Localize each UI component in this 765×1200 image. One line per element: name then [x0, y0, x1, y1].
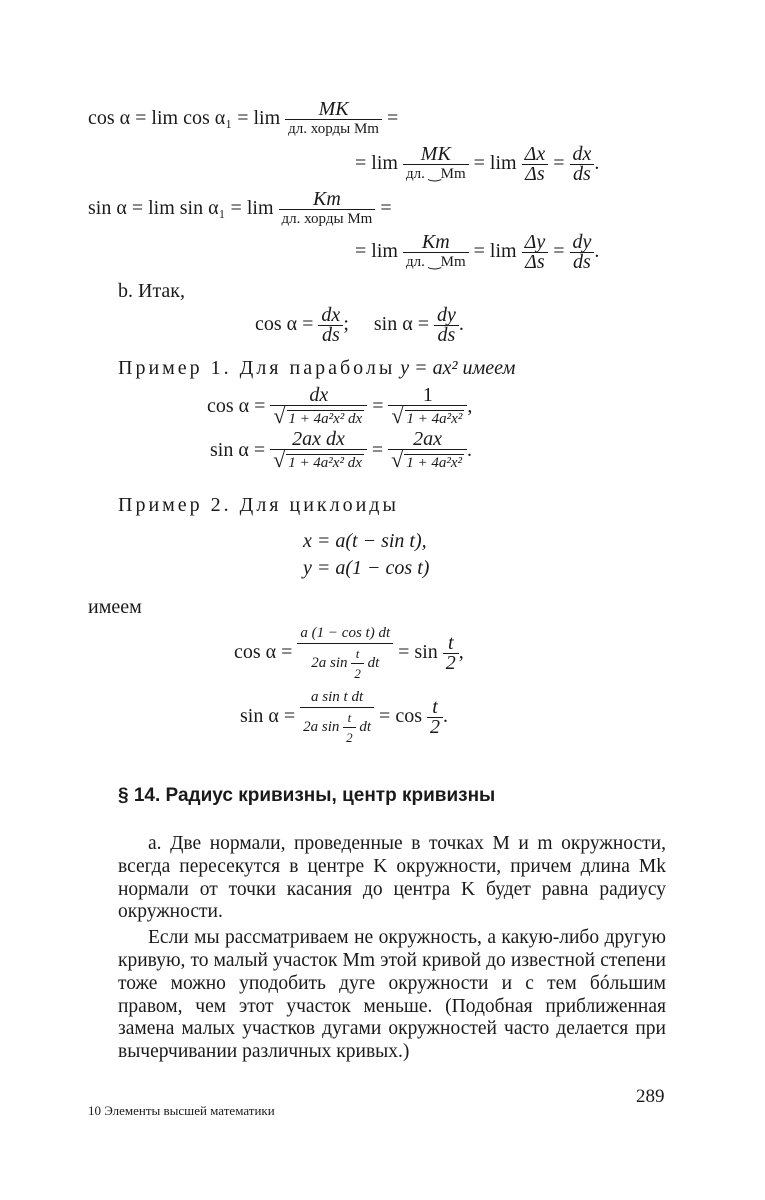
example-2-heading: Пример 2. Для циклоиды: [118, 494, 399, 516]
example-1-cos: cos α = $\frac{dx}{\text{√ 1 + 4a²x² dx}}$ = $\frac{1}{\text{√ 1 + 4a²x²}}$ ,: [207, 384, 473, 428]
section-title: § 14. Радиус кривизны, центр кривизны: [118, 785, 496, 806]
page-number: 289: [636, 1086, 665, 1107]
imeem-label: имеем: [88, 596, 142, 618]
formula-cos-limit: cos α = lim cos α₁ = lim $\frac{MK}{\text{дл. хорды Mm}}$ =: [88, 98, 399, 137]
example-1-heading: Пример 1. Для параболы y = ax² имеем: [118, 357, 516, 379]
formula-sin-limit-2: = lim $\frac{Km}{дл. ‿Mm}$ = lim $\frac{\Delta y}{\Delta s}$ = $\frac{dy}{ds}$ .: [355, 231, 600, 273]
cycloid-x: x = a(t − sin t),: [303, 530, 427, 552]
cycloid-sin: sin α = a sin t dt 2a sin $\frac{t}{2}$ dt = cos $\frac{t}{2}$ .: [240, 689, 448, 745]
body-text: [118, 833, 666, 1064]
example-1-sin: sin α = $\frac{\text{2ax dx}}{\text{√ 1 + 4a²x² dx}}$ = $\frac{2ax}{\text{√ 1 + 4a²x²}}$ .: [210, 428, 473, 472]
formula-summary: cos α = $\frac{dx}{ds}$ ; sin α = $\frac{dy}{ds}$ .: [255, 304, 464, 346]
formula-cos-limit-2: = lim $\frac{MK}{дл. ‿Mm}$ = lim $\frac{\Delta x}{\Delta s}$ = $\frac{dx}{ds}$ .: [355, 143, 600, 185]
cycloid-cos: cos α = a (1 − cos t) dt 2a sin $\frac{t}{2}$ dt = sin $\frac{t}{2}$ ,: [234, 625, 464, 681]
footer-book-title: 10 Элементы высшей математики: [88, 1103, 275, 1118]
formula-sin-limit: sin α = lim sin α₁ = lim $\frac{Km}{\text{дл. хорды Mm}}$ =: [88, 188, 392, 227]
itak-label: b. Итак,: [118, 280, 186, 302]
paragraph-1: а. Две нормали, проведенные в точках M и m окружности, всегда пересекутся в центре K окружности, причем длина Mk нормали от точки касания до центра K будет равна радиусу окружности.: [118, 833, 666, 923]
paragraph-2: Если мы рассматриваем не окружность, а какую-либо другую кривую, то малый участок Mm этой кривой до известной степени тоже можно уподобить дуге окружности и с тем бóльшим правом, чем этот участок меньше. (Подобная приближенная замена малых участков дугами окружностей часто делается при вычерчивании различных кривых.): [118, 927, 666, 1063]
cycloid-y: y = a(1 − cos t): [303, 557, 430, 579]
